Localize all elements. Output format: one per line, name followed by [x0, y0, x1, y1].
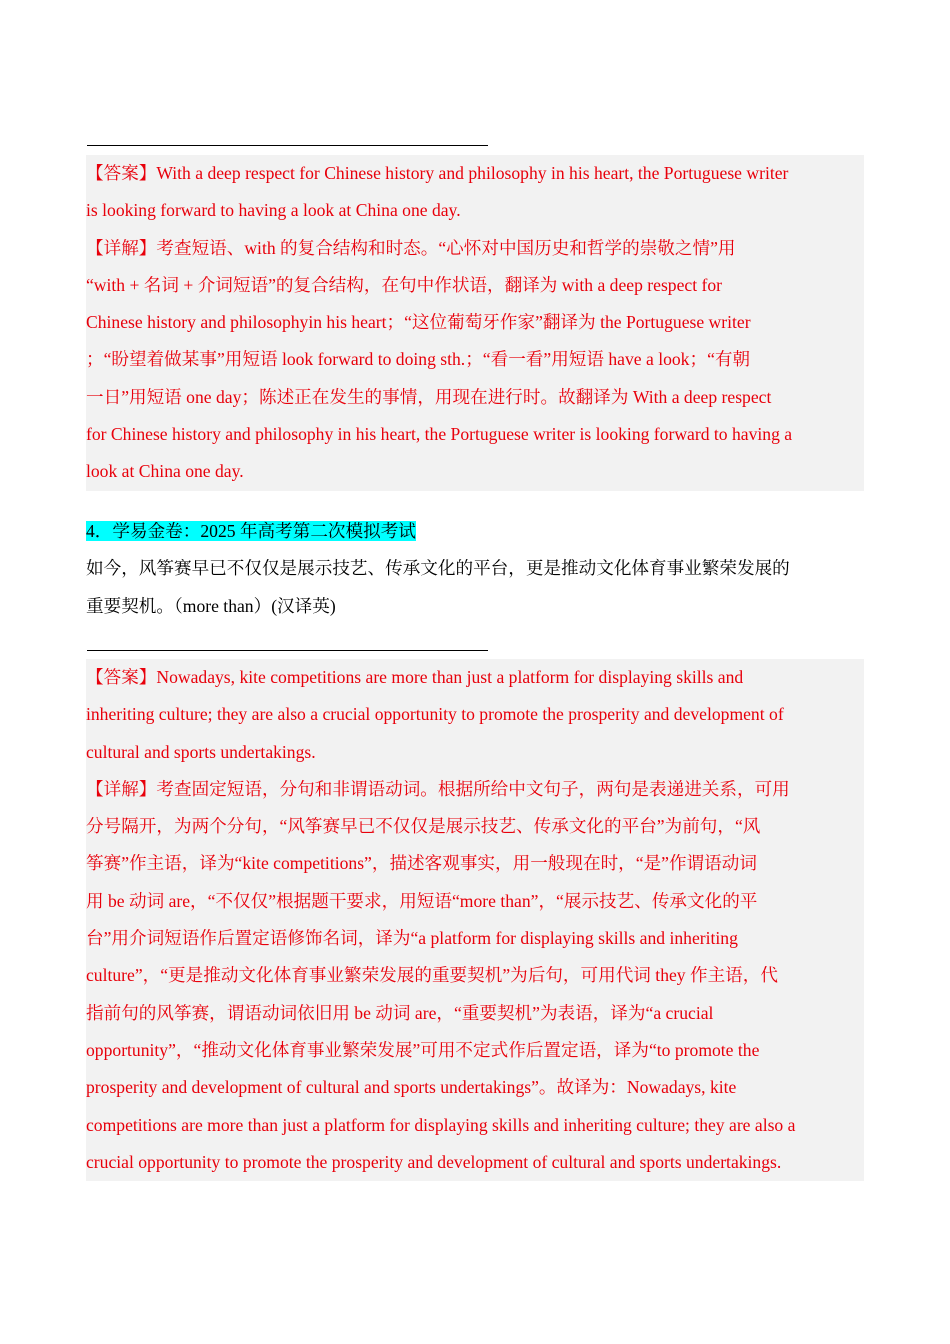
q3-answer-line-2: is looking forward to having a look at China one day. [86, 200, 461, 221]
q3-explanation-line-3: Chinese history and philosophyin his heart；“这位葡萄牙作家”翻译为 the Portuguese writer [86, 312, 751, 333]
q4-answer-line-3: cultural and sports undertakings. [86, 741, 316, 762]
q4-explanation-line-11: crucial opportunity to promote the prosperity and development of cultural and sports undertakings. [86, 1151, 782, 1172]
q4-answer-line-2: inheriting culture; they are also a crucial opportunity to promote the prosperity and development of [86, 704, 784, 725]
q4-explanation-line-7: 指前句的风筝赛，谓语动词依旧用 be 动词 are，“重要契机”为表语，译为“a crucial [86, 1002, 714, 1023]
q4-explanation-line-4: 用 be 动词 are，“不仅仅”根据题干要求，用短语“more than”，“展示技艺、传承文化的平 [86, 890, 758, 911]
q3-explanation-line-5: 一日”用短语 one day；陈述正在发生的事情，用现在进行时。故翻译为 With a deep respect [86, 386, 772, 407]
q3-explanation-line-7: look at China one day. [86, 461, 244, 482]
q4-explanation-line-6: culture”，“更是推动文化体育事业繁荣发展的重要契机”为后句，可用代词 they 作主语，代 [86, 965, 778, 986]
q3-explanation-line-2: “with + 名词 + 介词短语”的复合结构，在句中作状语，翻译为 with a deep respect for [86, 274, 723, 295]
q4-header [86, 513, 864, 550]
q4-explanation-line-5: 台”用介词短语作后置定语修饰名词，译为“a platform for displaying skills and inheriting [86, 928, 738, 949]
q3-explanation-line-4: ；“盼望着做某事”用短语 look forward to doing sth.；“看一看”用短语 have a look；“有朝 [86, 349, 751, 370]
q4-explanation-line-1: 【详解】考查固定短语，分句和非谓语动词。根据所给中文句子，两句是表递进关系，可用 [86, 778, 790, 799]
q4-header-text: 4．学易金卷：2025 年高考第二次模拟考试 [86, 521, 416, 541]
q4-answer-line [87, 650, 488, 651]
q4-explanation-line-3: 筝赛”作主语，译为“kite competitions”，描述客观事实，用一般现在时，“是”作谓语动词 [86, 853, 757, 874]
q3-answer-line [87, 145, 488, 146]
q4-explanation-line-10: competitions are more than just a platform for displaying skills and inheriting culture; they are also a [86, 1114, 796, 1135]
q4-question-block [86, 513, 864, 625]
q4-answer-block [86, 659, 864, 1181]
q4-prompt-line-1: 如今，风筝赛早已不仅仅是展示技艺、传承文化的平台，更是推动文化体育事业繁荣发展的 [86, 558, 790, 579]
q3-explanation-line-1: 【详解】考查短语、with 的复合结构和时态。“心怀对中国历史和哲学的崇敬之情”用 [86, 237, 736, 258]
q3-explanation-line-6: for Chinese history and philosophy in his heart, the Portuguese writer is looking forward to having a [86, 424, 793, 445]
q4-answer-line-1: 【答案】Nowadays, kite competitions are more than just a platform for displaying skills and [86, 667, 744, 687]
q3-answer-line-1: 【答案】With a deep respect for Chinese history and philosophy in his heart, the Portuguese writer [86, 163, 789, 183]
q4-explanation-line-2: 分号隔开，为两个分句，“风筝赛早已不仅仅是展示技艺、传承文化的平台”为前句，“风 [86, 816, 761, 837]
q4-explanation-line-9: prosperity and development of cultural and sports undertakings”。故译为：Nowadays, kite [86, 1077, 737, 1098]
q3-answer-block [86, 155, 864, 491]
q4-explanation-line-8: opportunity”，“推动文化体育事业繁荣发展”可用不定式作后置定语，译为“to promote the [86, 1039, 760, 1060]
q4-prompt-line-2: 重要契机。（more than）(汉译英) [86, 595, 336, 616]
